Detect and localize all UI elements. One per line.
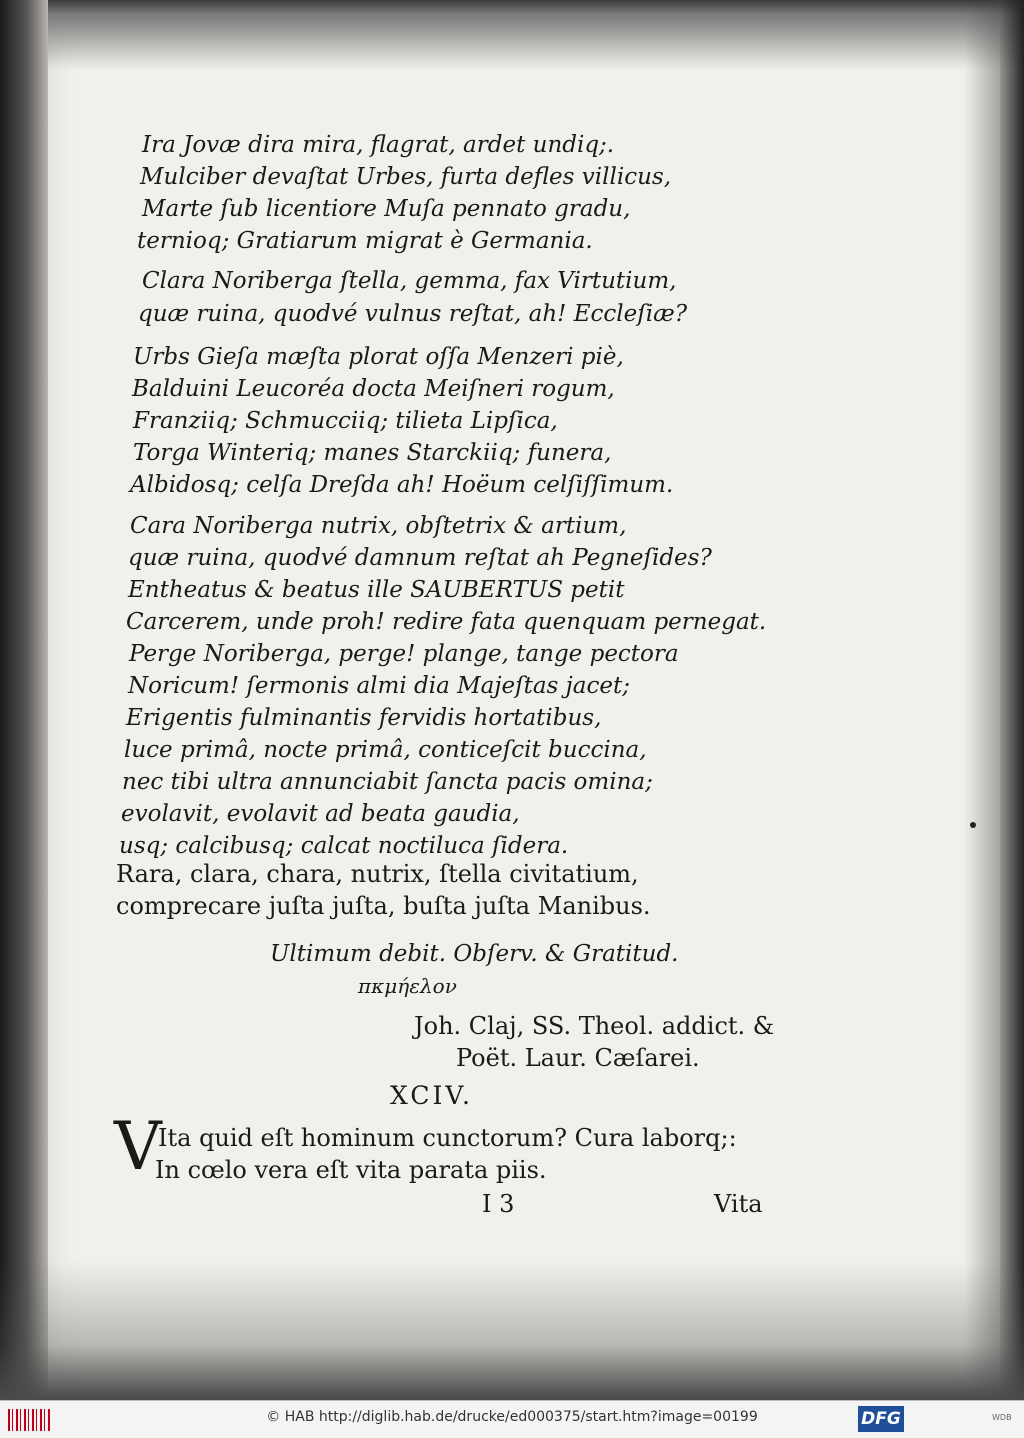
poem-line: Torga Winteriq; manes Starckiiq; funera,: [133, 440, 612, 466]
poem-line: Entheatus & beatus ille SAUBERTUS petit: [128, 577, 625, 603]
poem-line: Noricum! ſermonis almi dia Majeſtas jacet;: [128, 673, 631, 699]
author-line: Poët. Laur. Cæſarei.: [456, 1044, 700, 1072]
dedication-line: Ultimum debit. Obſerv. & Gratitud.: [270, 941, 679, 967]
wdb-code: WDB: [992, 1413, 1012, 1422]
section-line: In cœlo vera eſt vita parata piis.: [155, 1156, 547, 1184]
poem-line: quæ ruina, quodvé damnum reſtat ah Pegneſides?: [128, 545, 712, 571]
section-line: Ita quid eſt hominum cunctorum? Cura laborq;:: [158, 1124, 737, 1152]
poem-line: nec tibi ultra annunciabit ſancta pacis omina;: [122, 769, 653, 795]
signature-mark: I 3: [482, 1190, 515, 1218]
poem-line: Franziiq; Schmucciiq; tilieta Lipſica,: [133, 408, 558, 434]
poem-line: Perge Noriberga, perge! plange, tange pectora: [129, 641, 679, 667]
poem-line: Carcerem, unde proh! redire fata quenquam pernegat.: [126, 609, 767, 635]
book-spine-edge: [0, 0, 48, 1400]
poem-line: luce primâ, nocte primâ, conticeſcit buccina,: [124, 737, 647, 763]
section-number: XCIV.: [390, 1081, 473, 1110]
author-line: Joh. Claj, SS. Theol. addict. &: [414, 1012, 775, 1040]
poem-line: quæ ruina, quodvé vulnus reſtat, ah! Eccleſiæ?: [138, 301, 688, 327]
poem-line: Albidosq; celſa Dreſda ah! Hoëum celſiſſimum.: [130, 472, 674, 498]
poem-line: comprecare juſta juſta, buſta juſta Manibus.: [116, 892, 651, 920]
top-shadow: [0, 0, 1024, 70]
drop-cap: V: [114, 1108, 162, 1185]
footer-bar: [0, 1400, 1024, 1438]
poem-line: ternioq; Gratiarum migrat è Germania.: [137, 228, 593, 254]
poem-line: Mulciber devaſtat Urbes, furta defles villicus,: [140, 164, 672, 190]
poem-line: Marte ſub licentiore Muſa pennato gradu,: [142, 196, 631, 222]
poem-line: Urbs Gieſa mæſta plorat oſſa Menzeri piè,: [133, 344, 624, 370]
bottom-shadow: [0, 1260, 1024, 1400]
poem-line: Rara, clara, chara, nutrix, ſtella civitatium,: [116, 860, 639, 888]
page-right-edge: [964, 0, 1024, 1400]
poem-line: usq; calcibusq; calcat noctiluca ſidera.: [119, 833, 569, 859]
poem-line: Erigentis fulminantis fervidis hortatibus,: [126, 705, 602, 731]
greek-word: πκμήελον: [358, 974, 457, 998]
copyright-link[interactable]: © HAB http://diglib.hab.de/drucke/ed000375/start.htm?image=00199: [266, 1409, 758, 1425]
dfg-logo[interactable]: DFG: [858, 1406, 904, 1432]
poem-line: evolavit, evolavit ad beata gaudia,: [121, 801, 520, 827]
catchword: Vita: [714, 1190, 763, 1218]
poem-line: Ira Jovæ dira mira, flagrat, ardet undiq;.: [142, 132, 615, 158]
poem-line: Cara Noriberga nutrix, obſtetrix & artium,: [130, 513, 627, 539]
poem-line: Clara Noriberga ſtella, gemma, fax Virtutium,: [142, 268, 677, 294]
margin-mark: [970, 822, 976, 828]
poem-line: Balduini Leucoréa docta Meiſneri rogum,: [132, 376, 615, 402]
